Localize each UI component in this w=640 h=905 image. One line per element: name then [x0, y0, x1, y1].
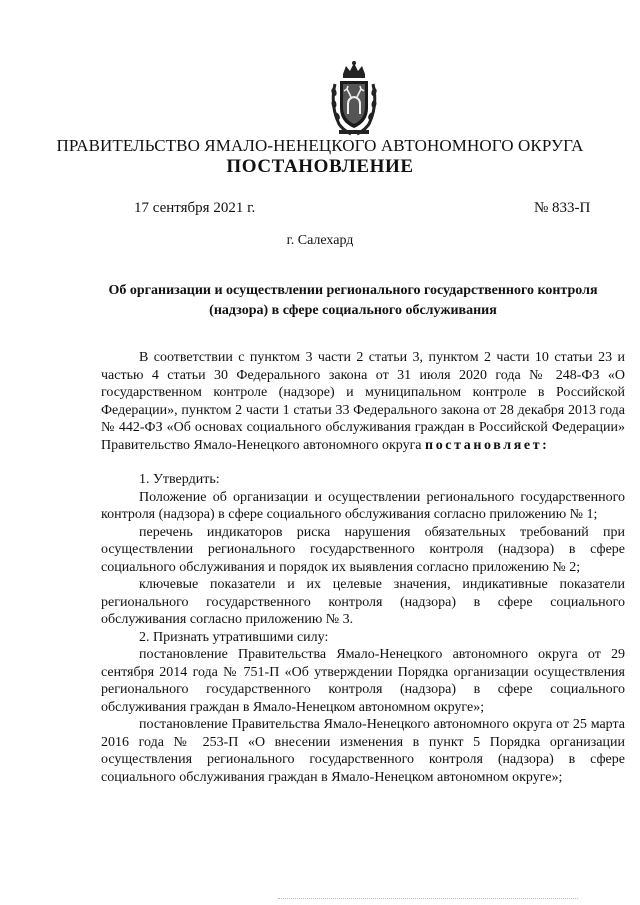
document-city: г. Салехард: [286, 233, 354, 248]
preamble-text: В соответствии с пунктом 3 части 2 статьи 3, пунктом 2 части 10 статьи 23 и частью 4 статьи 30 Федерального закона от 31 июля 2020 года № 248-ФЗ «О государственном контроле (надзоре) и муниципальном контроле в Российской Федерации», пунктом 2 части 1 статьи 33 Федерального закона от 28 декабря 2013 года № 442-ФЗ «Об основах социального обслуживания граждан в Российской Федерации» Правительство Ямало-Ненецкого автономного округа: [101, 350, 625, 453]
resolves-word: постановляет:: [425, 437, 550, 453]
item-2-decree-253: постановление Правительства Ямало-Ненецкого автономного округа от 25 марта 2016 года № 253-П «О внесении изменения в пункт 5 Порядка организации осуществления регионального государственного контроля (надзора) в сфере социального обслуживания граждан в Ямало-Ненецком автономном округе»;: [101, 717, 625, 785]
item-2-decree-751: постановление Правительства Ямало-Ненецкого автономного округа от 29 сентября 2014 года № 751-П «Об утверждении Порядка организации осуществления регионального государственного контроля (надзора) в сфере социального обслуживания граждан в Ямало-Ненецком автономном округе»;: [101, 647, 625, 715]
document-number: № 833-П: [534, 200, 591, 216]
document-body: [101, 349, 625, 786]
document-date: 17 сентября 2021 г.: [134, 200, 256, 216]
item-1-heading: 1. Утвердить:: [139, 472, 220, 487]
item-1-position: Положение об организации и осуществлении регионального государственного контроля (надзора) в сфере социального обслуживания согласно приложению № 1;: [101, 489, 625, 522]
item-1-key-indicators: ключевые показатели и их целевые значения, индикативные показатели регионального государственного контроля (надзора) в сфере социального обслуживания согласно приложению № 3.: [101, 577, 625, 627]
government-name: ПРАВИТЕЛЬСТВО ЯМАЛО-НЕНЕЦКОГО АВТОНОМНОГО ОКРУГА: [56, 136, 584, 155]
page-footer-mark: [278, 898, 578, 900]
item-1-indicators: перечень индикаторов риска нарушения обязательных требований при осуществлении регионального государственного контроля (надзора) в сфере социального обслуживания и порядок их выявления согласно приложению № 2;: [101, 524, 625, 575]
item-2-heading: 2. Признать утратившими силу:: [139, 629, 329, 645]
document-subject: Об организации и осуществлении регионального государственного контроля (надзора) в сфере социального обслуживания: [108, 283, 598, 318]
document-type-title: ПОСТАНОВЛЕНИЕ: [226, 156, 414, 177]
coat-of-arms-icon: [329, 60, 379, 138]
preamble-paragraph: [101, 349, 625, 454]
